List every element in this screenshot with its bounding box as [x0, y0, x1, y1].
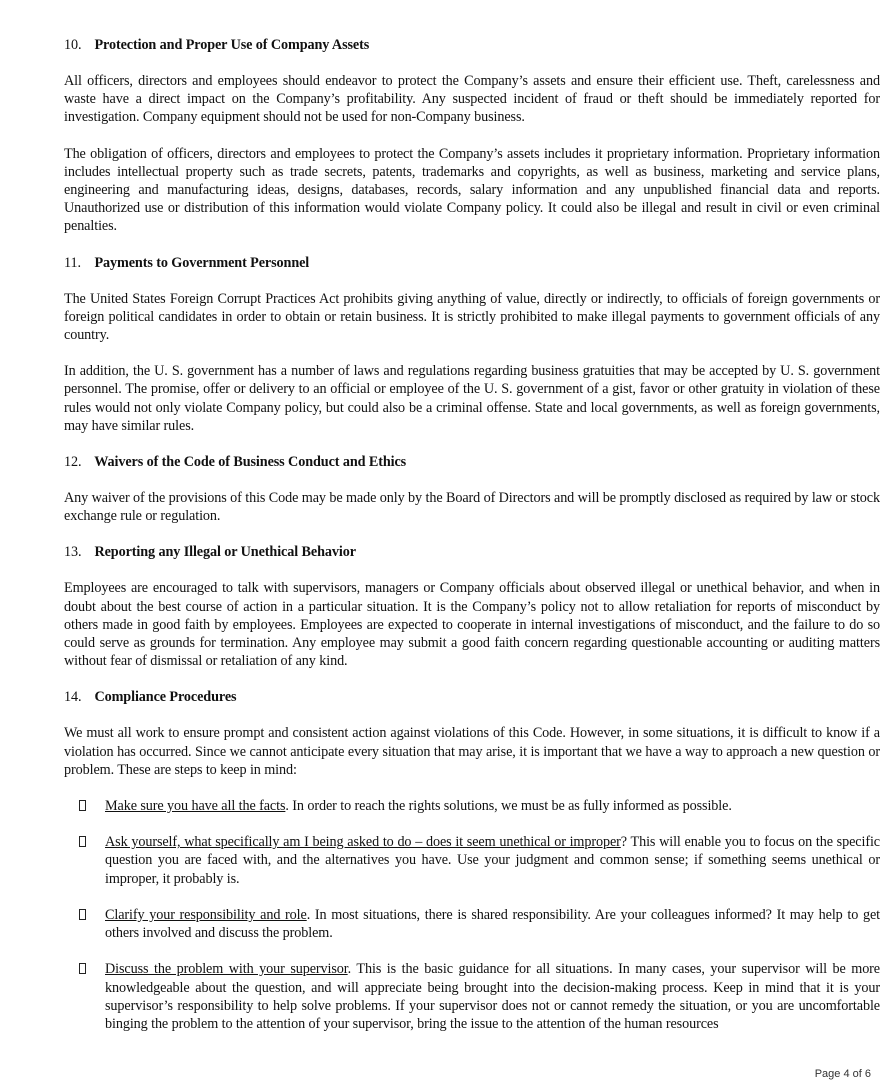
section-11-paragraph-2: In addition, the U. S. government has a number of laws and regulations regarding business gratuities that may be accepted by U. S. government personnel. The promise, offer or delivery to an official or employee of the U. S. government of a gist, favor or other gratuity in violation of these rules would not only violate Company policy, but could also be a criminal offense. State and local governments, as well as foreign governments, may have similar rules. [64, 363, 880, 434]
step-lead: Ask yourself, what specifically am I being asked to do – does it seem unethical or improper [105, 834, 621, 851]
section-14-heading [64, 688, 880, 706]
list-item [64, 833, 880, 888]
compliance-steps-list [64, 797, 880, 1033]
list-item [64, 960, 880, 1033]
section-number: 13. [64, 544, 82, 561]
checkbox-bullet-icon [79, 836, 86, 847]
step-text: ? This will enable you to focus on the specific question you are faced with, and the alternatives you have. Use your judgment and common sense; if something seems unethical or improper, it probably is. [105, 834, 880, 887]
section-number: 10. [64, 37, 82, 53]
step-lead: Make sure you have all the facts [105, 798, 286, 815]
section-title: Reporting any Illegal or Unethical Behavior [94, 544, 356, 561]
document-body [64, 36, 880, 1051]
checkbox-bullet-icon [79, 909, 86, 920]
section-title: Waivers of the Code of Business Conduct and Ethics [94, 454, 407, 471]
step-lead: Discuss the problem with your supervisor [105, 961, 348, 978]
section-11-heading [64, 254, 880, 272]
section-number: 14. [64, 689, 82, 706]
section-number: 11. [64, 254, 81, 271]
section-10-paragraph-1: All officers, directors and employees should endeavor to protect the Company’s assets and ensure their efficient use. Theft, carelessness and waste have a direct impact on the Company’s profitability. Any suspected incident of fraud or theft should be immediately reported for investigation. Company equipment should not be used for non-Company business. [64, 73, 880, 126]
section-10-paragraph-2: The obligation of officers, directors and employees to protect the Company’s assets includes it proprietary information. Proprietary information includes intellectual property such as trade secrets, patents, trademarks and copyrights, as well as business, marketing and service plans, engineering and manufacturing ideas, designs, databases, records, salary information and any unpublished financial data and reports. Unauthorized use or distribution of this information would violate Company policy. It could also be illegal and result in civil or even criminal penalties. [64, 145, 880, 235]
page-number: Page 4 of 6 [814, 1068, 871, 1080]
step-text: . In order to reach the rights solutions, we must be as fully informed as possible. [285, 798, 732, 815]
step-lead: Clarify your responsibility and role [105, 906, 307, 923]
step-text: . In most situations, there is shared responsibility. Are your colleagues informed? It may help to get others involved and discuss the problem. [105, 906, 880, 942]
step-text: . This is the basic guidance for all situations. In many cases, your supervisor will be more knowledgeable about the question, and will appreciate being brought into the decision-making process. Keep in mind that it is your supervisor’s responsibility to help solve problems. If your supervisor does not or cannot remedy the situation, or you are uncomfortable binging the problem to the attention of your supervisor, bring the issue to the attention of the human resources [105, 961, 880, 1032]
section-11-paragraph-1: The United States Foreign Corrupt Practices Act prohibits giving anything of value, directly or indirectly, to officials of foreign governments or foreign political candidates in order to obtain or retain business. It is strictly prohibited to make illegal payments to government officials of any country. [64, 290, 880, 344]
section-12-heading [64, 453, 880, 471]
checkbox-bullet-icon [79, 963, 86, 974]
section-13-heading [64, 543, 880, 561]
section-14-paragraph-1: We must all work to ensure prompt and consistent action against violations of this Code. However, in some situations, it is difficult to know if a violation has occurred. Since we cannot anticipate every situation that may arise, it is important that we have a way to approach a new question or problem. These are steps to keep in mind: [64, 725, 880, 778]
section-title: Payments to Government Personnel [94, 254, 310, 271]
section-13-paragraph-1: Employees are encouraged to talk with supervisors, managers or Company officials about observed illegal or unethical behavior, and when in doubt about the best course of action in a particular situation. It is the Company’s policy not to allow retaliation for reports of misconduct by others made in good faith by employees. Employees are expected to cooperate in internal investigations of misconduct, and the failure to do so could serve as grounds for termination. Any employee may submit a good faith concern regarding questionable accounting or auditing matters without fear of dismissal or retaliation of any kind. [64, 580, 880, 670]
section-title: Compliance Procedures [94, 689, 237, 706]
section-12-paragraph-1: Any waiver of the provisions of this Code may be made only by the Board of Directors and will be promptly disclosed as required by law or stock exchange rule or regulation. [64, 490, 880, 525]
section-title: Protection and Proper Use of Company Assets [94, 37, 370, 53]
checkbox-bullet-icon [79, 800, 86, 811]
list-item [64, 797, 880, 815]
section-10-heading [64, 36, 880, 54]
list-item [64, 906, 880, 942]
section-number: 12. [64, 454, 82, 471]
